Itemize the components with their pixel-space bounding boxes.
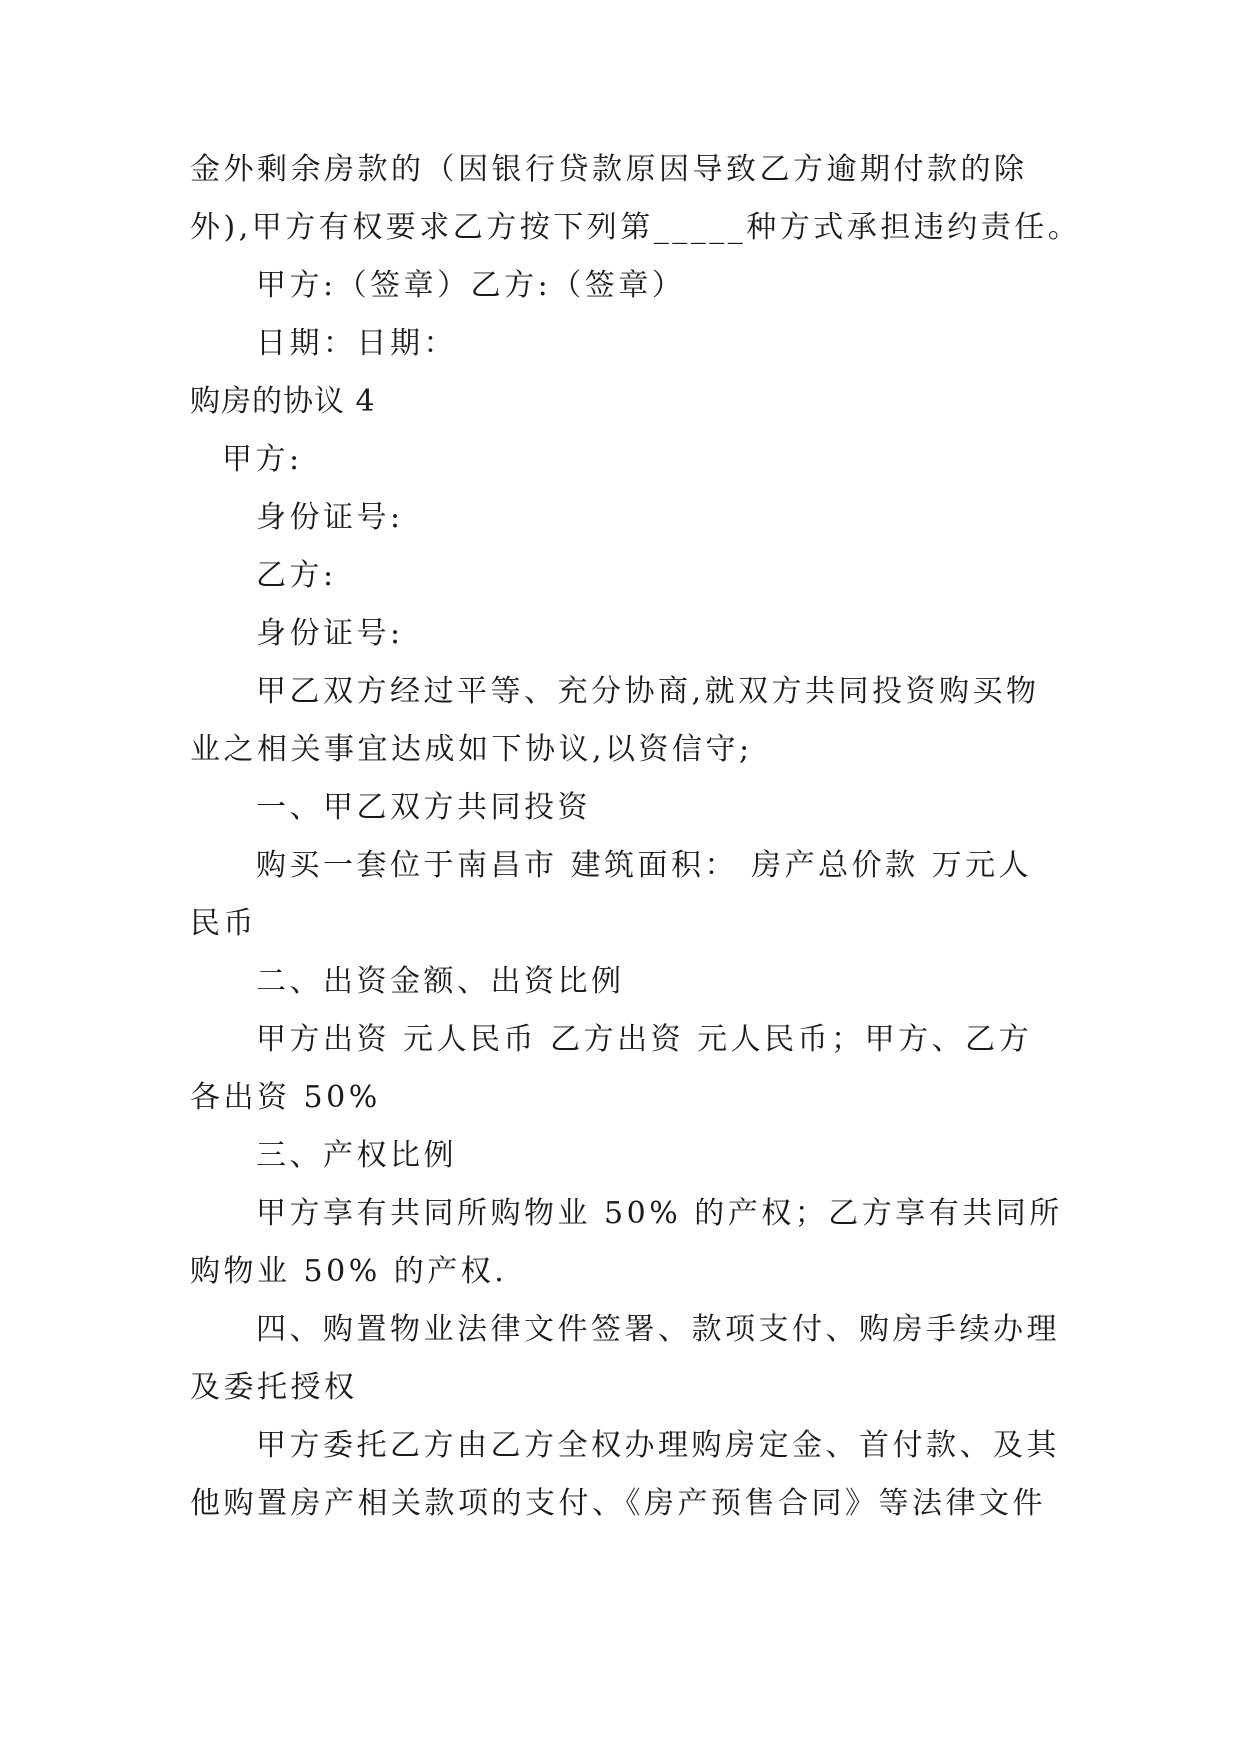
text-line: 甲方委托乙方由乙方全权办理购房定金、首付款、及其: [256, 1428, 1060, 1463]
text-line: 购物业 50% 的产权.: [190, 1254, 508, 1289]
party-a-label: 甲方:: [222, 442, 303, 477]
text-line: 各出资 50%: [190, 1080, 381, 1115]
text-line: 甲方出资 元人民币 乙方出资 元人民币；甲方、乙方: [256, 1022, 1033, 1057]
text-line: 甲乙双方经过平等、充分协商,就双方共同投资购买物: [256, 674, 1040, 709]
clause-heading: 一、甲乙双方共同投资: [256, 790, 591, 825]
clause-heading: 三、产权比例: [256, 1138, 457, 1173]
text-line: 民币: [190, 906, 257, 941]
clause-heading: 二、出资金额、出资比例: [256, 964, 625, 999]
signature-line: 甲方:（签章）乙方:（签章）: [256, 268, 686, 303]
date-line: 日期：日期：: [256, 326, 457, 361]
party-b-label: 乙方:: [256, 558, 337, 593]
text-line: 外),甲方有权要求乙方按下列第_____种方式承担违约责任。: [190, 210, 1082, 245]
text-line: 购买一套位于南昌市 建筑面积： 房产总价款 万元人: [256, 848, 1033, 883]
party-b-id-label: 身份证号:: [256, 616, 404, 651]
text-line: 甲方享有共同所购物业 50% 的产权；乙方享有共同所: [256, 1196, 1063, 1231]
text-line: 及委托授权: [190, 1370, 358, 1405]
text-line: 他购置房产相关款项的支付、《房产预售合同》等法律文件: [190, 1486, 1046, 1521]
clause-heading: 四、购置物业法律文件签署、款项支付、购房手续办理: [256, 1312, 1060, 1347]
text-line: 金外剩余房款的（因银行贷款原因导致乙方逾期付款的除: [190, 152, 1028, 187]
text-line: 业之相关事宜达成如下协议,以资信守;: [190, 732, 753, 767]
party-a-id-label: 身份证号:: [256, 500, 404, 535]
section-title: 购房的协议 4: [190, 384, 376, 419]
